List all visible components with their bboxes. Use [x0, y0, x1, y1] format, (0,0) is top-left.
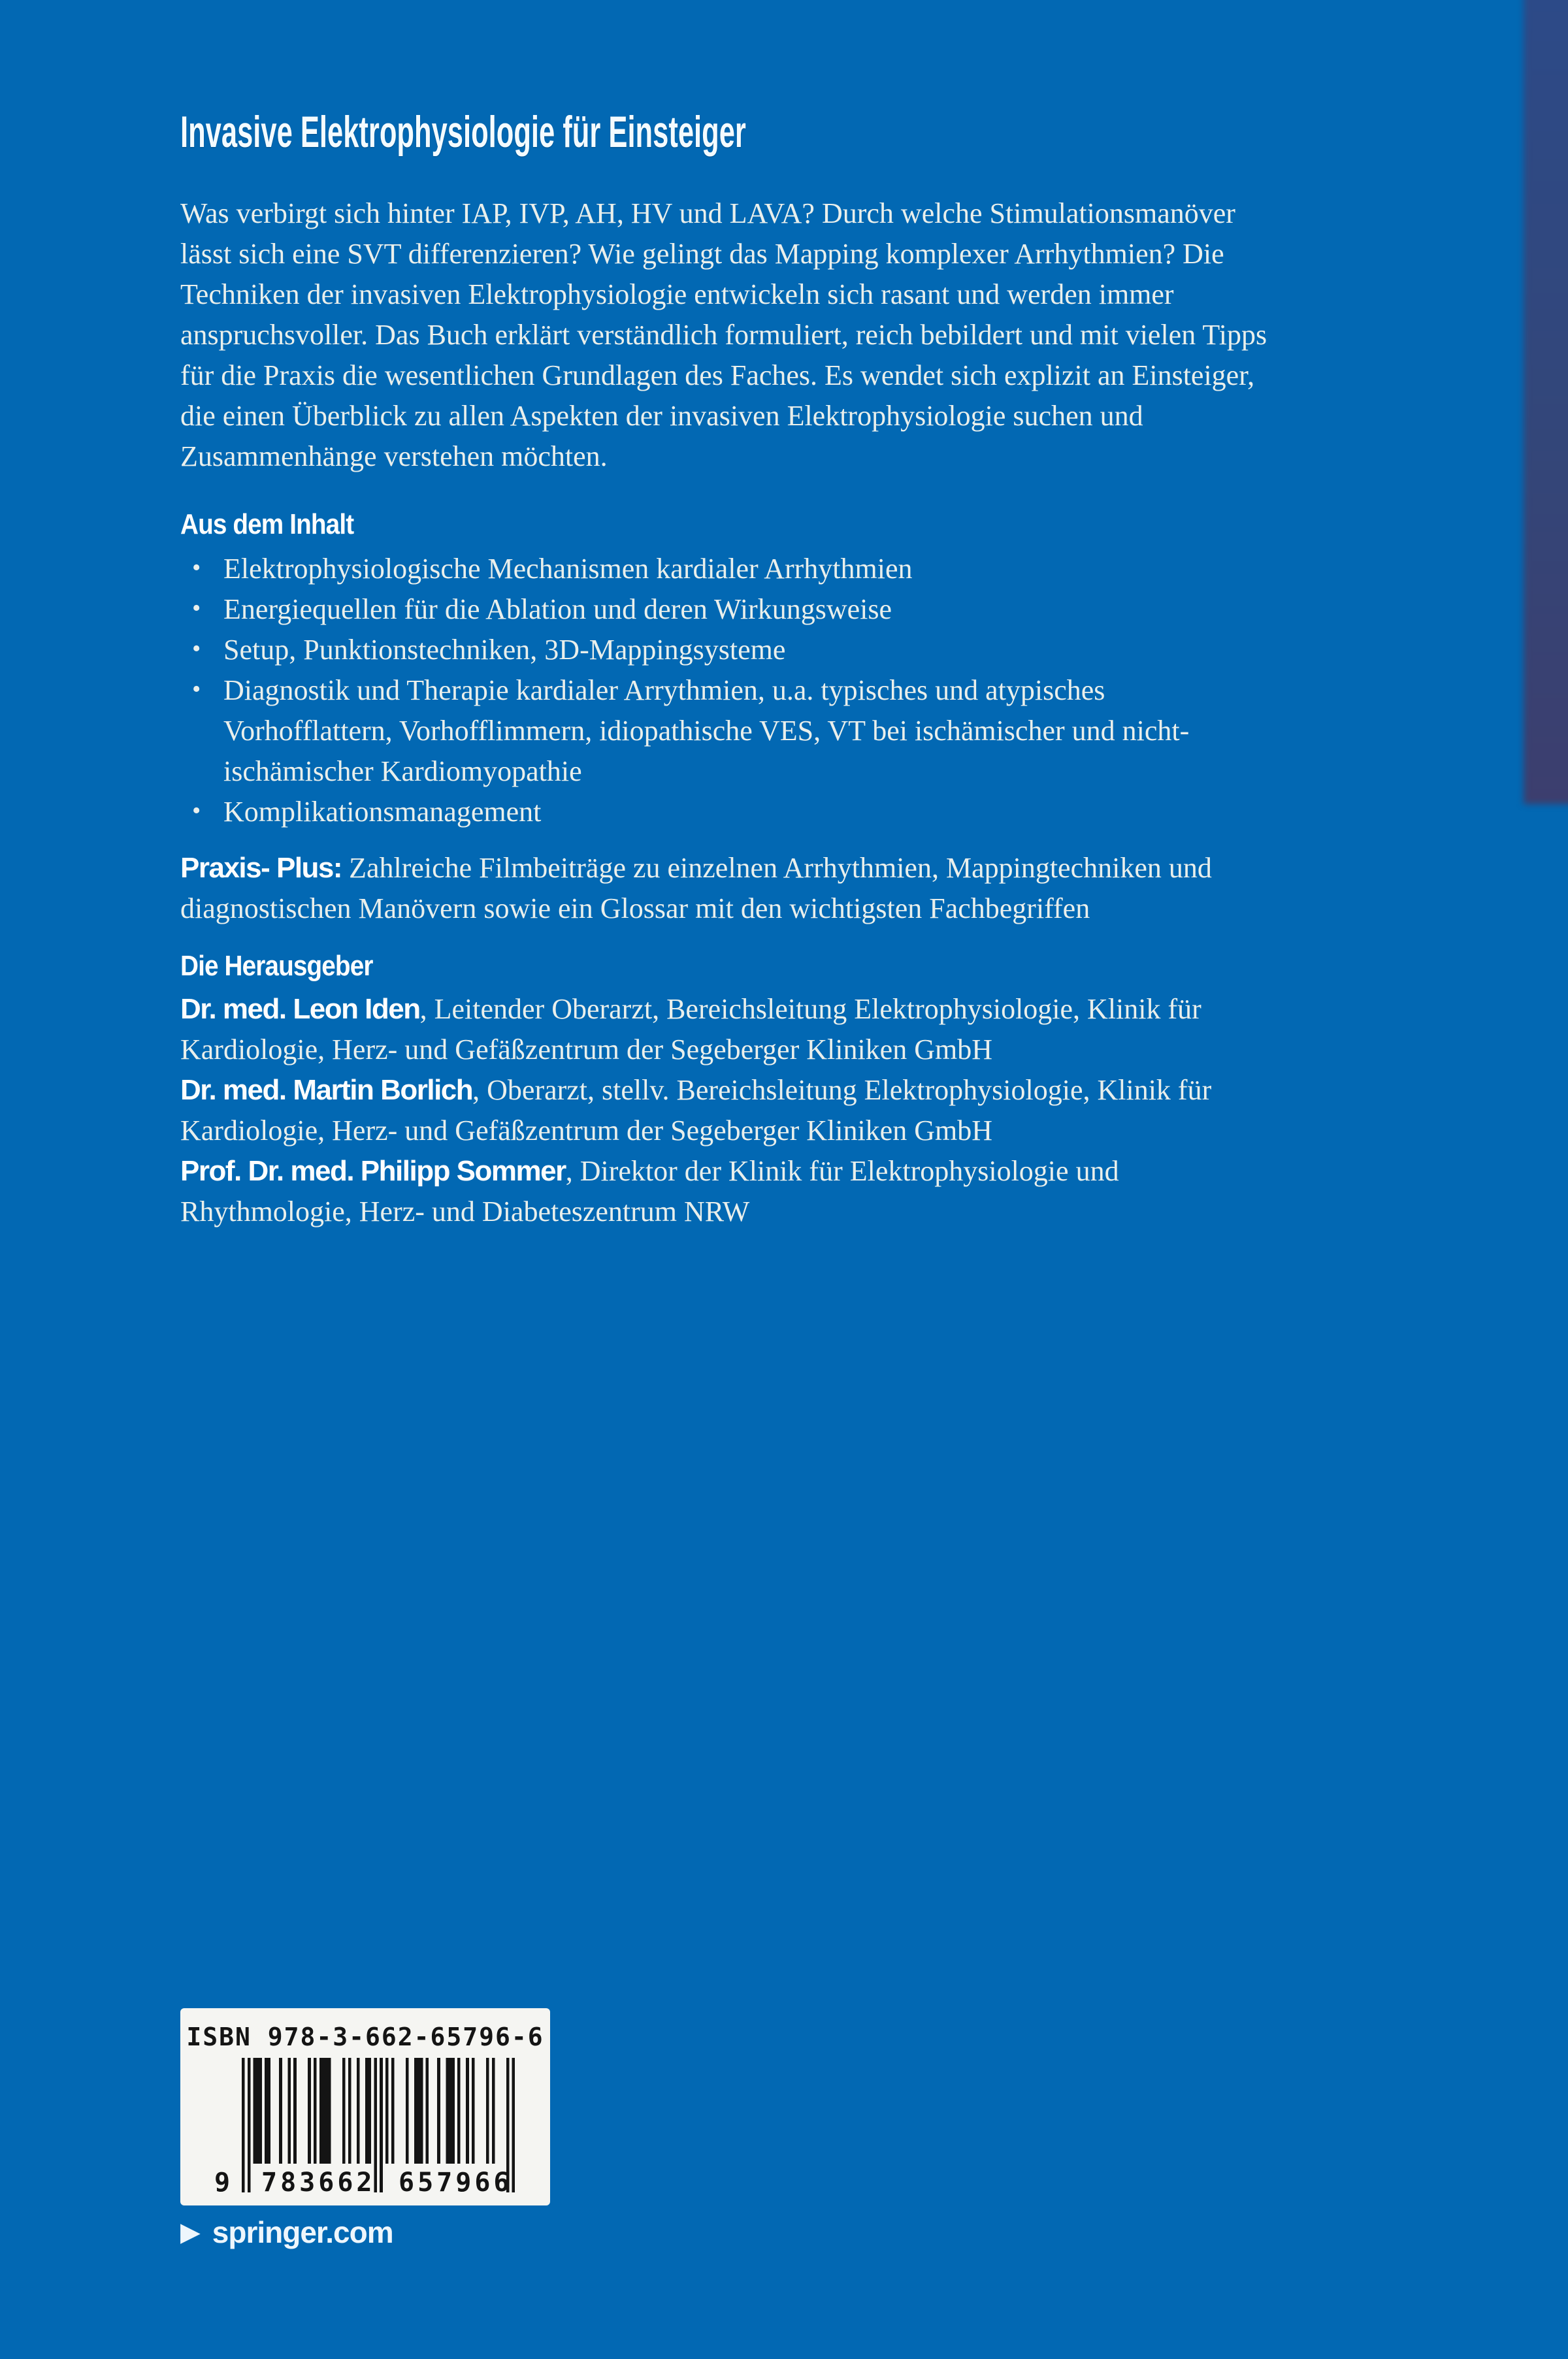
- contents-list: [180, 549, 1274, 832]
- contents-item-label: Elektrophysiologische Mechanismen kardialer Arrhythmien: [223, 553, 913, 585]
- contents-item: [192, 549, 1274, 589]
- barcode: [214, 2058, 516, 2208]
- editor-description: , Oberarzt, stellv. Bereichsleitung Elektrophysiologie, Klinik für Kardiologie, Herz- und Gefäßzentrum der Segeberger Kliniken GmbH: [180, 1074, 1212, 1147]
- isbn-barcode-panel: [180, 2008, 550, 2205]
- contents-item-label: Energiequellen für die Ablation und deren Wirkungsweise: [223, 593, 892, 625]
- editor-description: , Direktor der Klinik für Elektrophysiologie und Rhythmologie, Herz- und Diabeteszentrum NRW: [180, 1155, 1119, 1228]
- bullet-icon: •: [192, 675, 201, 703]
- contents-item-label: Diagnostik und Therapie kardialer Arrythmien, u.a. typisches und atypisches Vorhofflattern, Vorhofflimmern, idiopathische VES, VT bei ischämischer und nicht-ischämischer Kardiomyopathie: [223, 674, 1190, 787]
- contents-item: [192, 670, 1274, 792]
- bullet-icon: •: [192, 594, 201, 622]
- editor-name: Dr. med. Leon Iden: [180, 993, 420, 1025]
- barcode-digit-first: 9: [214, 2168, 234, 2198]
- contents-item: [192, 630, 1274, 670]
- editors-list: [180, 989, 1274, 1232]
- springer-site-link[interactable]: springer.com: [212, 2215, 393, 2249]
- editor-entry: [180, 1070, 1274, 1151]
- contents-item: [192, 792, 1274, 832]
- editor-name: Dr. med. Martin Borlich: [180, 1074, 473, 1106]
- barcode-digit-group2: 657966: [399, 2168, 513, 2198]
- editor-name: Prof. Dr. med. Philipp Sommer: [180, 1155, 566, 1187]
- springer-arrow-icon: ▶: [180, 2218, 201, 2247]
- contents-heading: Aus dem Inhalt: [180, 508, 354, 540]
- editor-entry: [180, 1151, 1274, 1232]
- cover-text-column: [180, 0, 1274, 1232]
- praxis-plus-paragraph: [180, 848, 1274, 929]
- bullet-icon: •: [192, 554, 201, 581]
- publisher-footer: [180, 2215, 393, 2250]
- book-description: Was verbirgt sich hinter IAP, IVP, AH, HV und LAVA? Durch welche Stimulationsmanöver lässt sich eine SVT differenzieren? Wie gelingt das Mapping komplexer Arrhythmien? Die Techniken der invasiven Elektrophysiologie entwickeln sich rasant und werden immer anspruchsvoller. Das Buch erklärt verständlich formuliert, reich bebildert und mit vielen Tipps für die Praxis die wesentlichen Grundlagen des Faches. Es wendet sich explizit an Einsteiger, die einen Überblick zu allen Aspekten der invasiven Elektrophysiologie suchen und Zusammenhänge verstehen möchten.: [180, 197, 1267, 472]
- bullet-icon: •: [192, 635, 201, 662]
- spine-shadow: [1524, 0, 1568, 804]
- isbn-label: ISBN 978-3-662-65796-6: [186, 2023, 544, 2051]
- praxis-plus-text: Zahlreiche Filmbeiträge zu einzelnen Arrhythmien, Mappingtechniken und diagnostischen Manövern sowie ein Glossar mit den wichtigsten Fachbegriffen: [180, 852, 1212, 924]
- contents-item: [192, 589, 1274, 630]
- editor-entry: [180, 989, 1274, 1070]
- barcode-digit-group1: 783662: [261, 2168, 376, 2198]
- book-title: Invasive Elektrophysiologie für Einsteiger: [180, 107, 746, 157]
- bullet-icon: •: [192, 797, 201, 824]
- contents-item-label: Komplikationsmanagement: [223, 796, 542, 828]
- editor-description: , Leitender Oberarzt, Bereichsleitung Elektrophysiologie, Klinik für Kardiologie, Herz- und Gefäßzentrum der Segeberger Kliniken GmbH: [180, 993, 1201, 1066]
- contents-item-label: Setup, Punktionstechniken, 3D-Mappingsysteme: [223, 634, 786, 666]
- editors-heading: Die Herausgeber: [180, 950, 373, 982]
- praxis-plus-label: Praxis- Plus:: [180, 852, 342, 884]
